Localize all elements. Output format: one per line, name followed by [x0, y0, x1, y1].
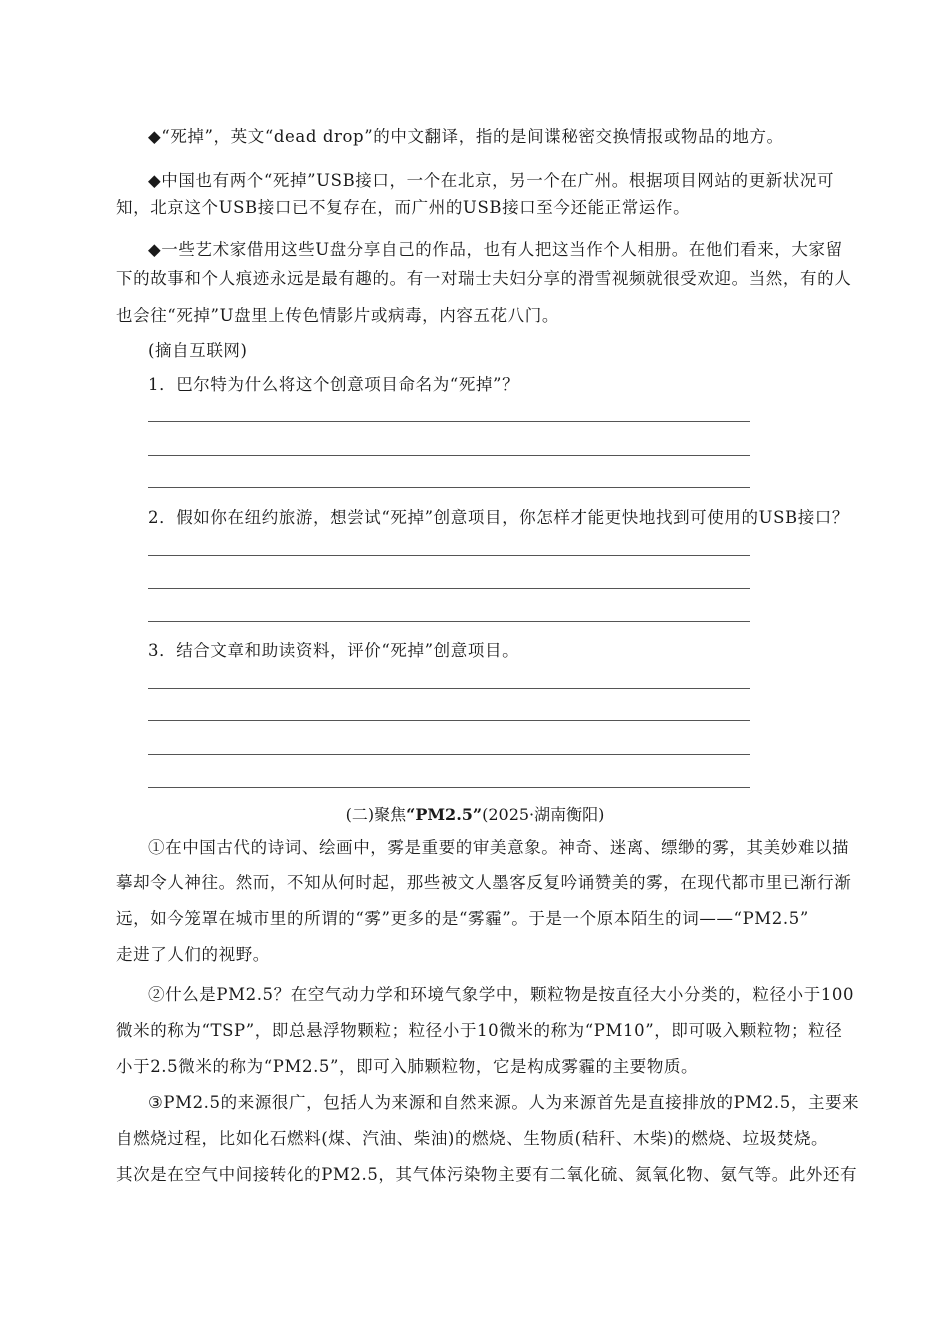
- paragraph-2-line1: ②什么是PM2.5？在空气动力学和环境气象学中，颗粒物是按直径大小分类的，粒径小于100: [148, 985, 855, 1004]
- answer-line: [148, 720, 750, 721]
- bullet-artists-line3: 也会往“死掉”U盘里上传色情影片或病毒，内容五花八门。: [116, 306, 559, 325]
- question-2: 2．假如你在纽约旅游，想尝试“死掉”创意项目，你怎样才能更快地找到可使用的USB接口？: [148, 508, 850, 527]
- section-title: [0, 805, 950, 825]
- paragraph-1-line4: 走进了人们的视野。: [116, 945, 270, 964]
- paragraph-1-line3: 远，如今笼罩在城市里的所谓的“雾”更多的是“雾霾”。于是一个原本陌生的词——“PM2.5”: [116, 909, 809, 928]
- answer-line: [148, 688, 750, 689]
- bullet-china-usb-line1: ◆中国也有两个“死掉”USB接口，一个在北京，另一个在广州。根据项目网站的更新状况可: [148, 171, 835, 190]
- answer-line: [148, 621, 750, 622]
- bullet-artists-line1: ◆一些艺术家借用这些U盘分享自己的作品，也有人把这当作个人相册。在他们看来，大家留: [148, 240, 843, 259]
- answer-line: [148, 787, 750, 788]
- paragraph-3-line1: ③PM2.5的来源很广，包括人为来源和自然来源。人为来源首先是直接排放的PM2.5，主要来: [148, 1093, 860, 1112]
- bullet-dead-drop-definition: ◆“死掉”，英文“dead drop”的中文翻译，指的是间谍秘密交换情报或物品的地方。: [148, 127, 784, 146]
- question-1: 1．巴尔特为什么将这个创意项目命名为“死掉”？: [148, 375, 520, 394]
- paragraph-1-line1: ①在中国古代的诗词、绘画中，雾是重要的审美意象。神奇、迷离、缥缈的雾，其美妙难以描: [148, 838, 850, 857]
- paragraph-2-line3: 小于2.5微米的称为“PM2.5”，即可入肺颗粒物，它是构成雾霾的主要物质。: [116, 1057, 699, 1076]
- answer-line: [148, 555, 750, 556]
- paragraph-1-line2: 摹却令人神往。然而，不知从何时起，那些被文人墨客反复吟诵赞美的雾，在现代都市里已渐行渐: [116, 873, 852, 892]
- paragraph-3-line3: 其次是在空气中间接转化的PM2.5，其气体污染物主要有二氧化硫、氮氧化物、氨气等。此外还有: [116, 1165, 858, 1184]
- bullet-artists-line2: 下的故事和个人痕迹永远是最有趣的。有一对瑞士夫妇分享的滑雪视频就很受欢迎。当然，有的人: [116, 269, 852, 288]
- section-title-prefix: (二)聚焦: [345, 805, 407, 824]
- bullet-china-usb-line2: 知，北京这个USB接口已不复存在，而广州的USB接口至今还能正常运作。: [116, 198, 691, 217]
- section-title-source: (2025·湖南衡阳): [482, 805, 605, 824]
- paragraph-2-line2: 微米的称为“TSP”，即总悬浮物颗粒；粒径小于10微米的称为“PM10”，即可吸入颗粒物；粒径: [116, 1021, 843, 1040]
- section-title-topic: “PM2.5”: [406, 805, 483, 824]
- answer-line: [148, 455, 750, 456]
- answer-line: [148, 487, 750, 488]
- question-3: 3．结合文章和助读资料，评价“死掉”创意项目。: [148, 641, 520, 660]
- answer-line: [148, 588, 750, 589]
- source-note: (摘自互联网): [148, 341, 248, 360]
- paragraph-3-line2: 自燃烧过程，比如化石燃料(煤、汽油、柴油)的燃烧、生物质(秸秆、木柴)的燃烧、垃圾焚烧。: [116, 1129, 829, 1148]
- answer-line: [148, 421, 750, 422]
- answer-line: [148, 754, 750, 755]
